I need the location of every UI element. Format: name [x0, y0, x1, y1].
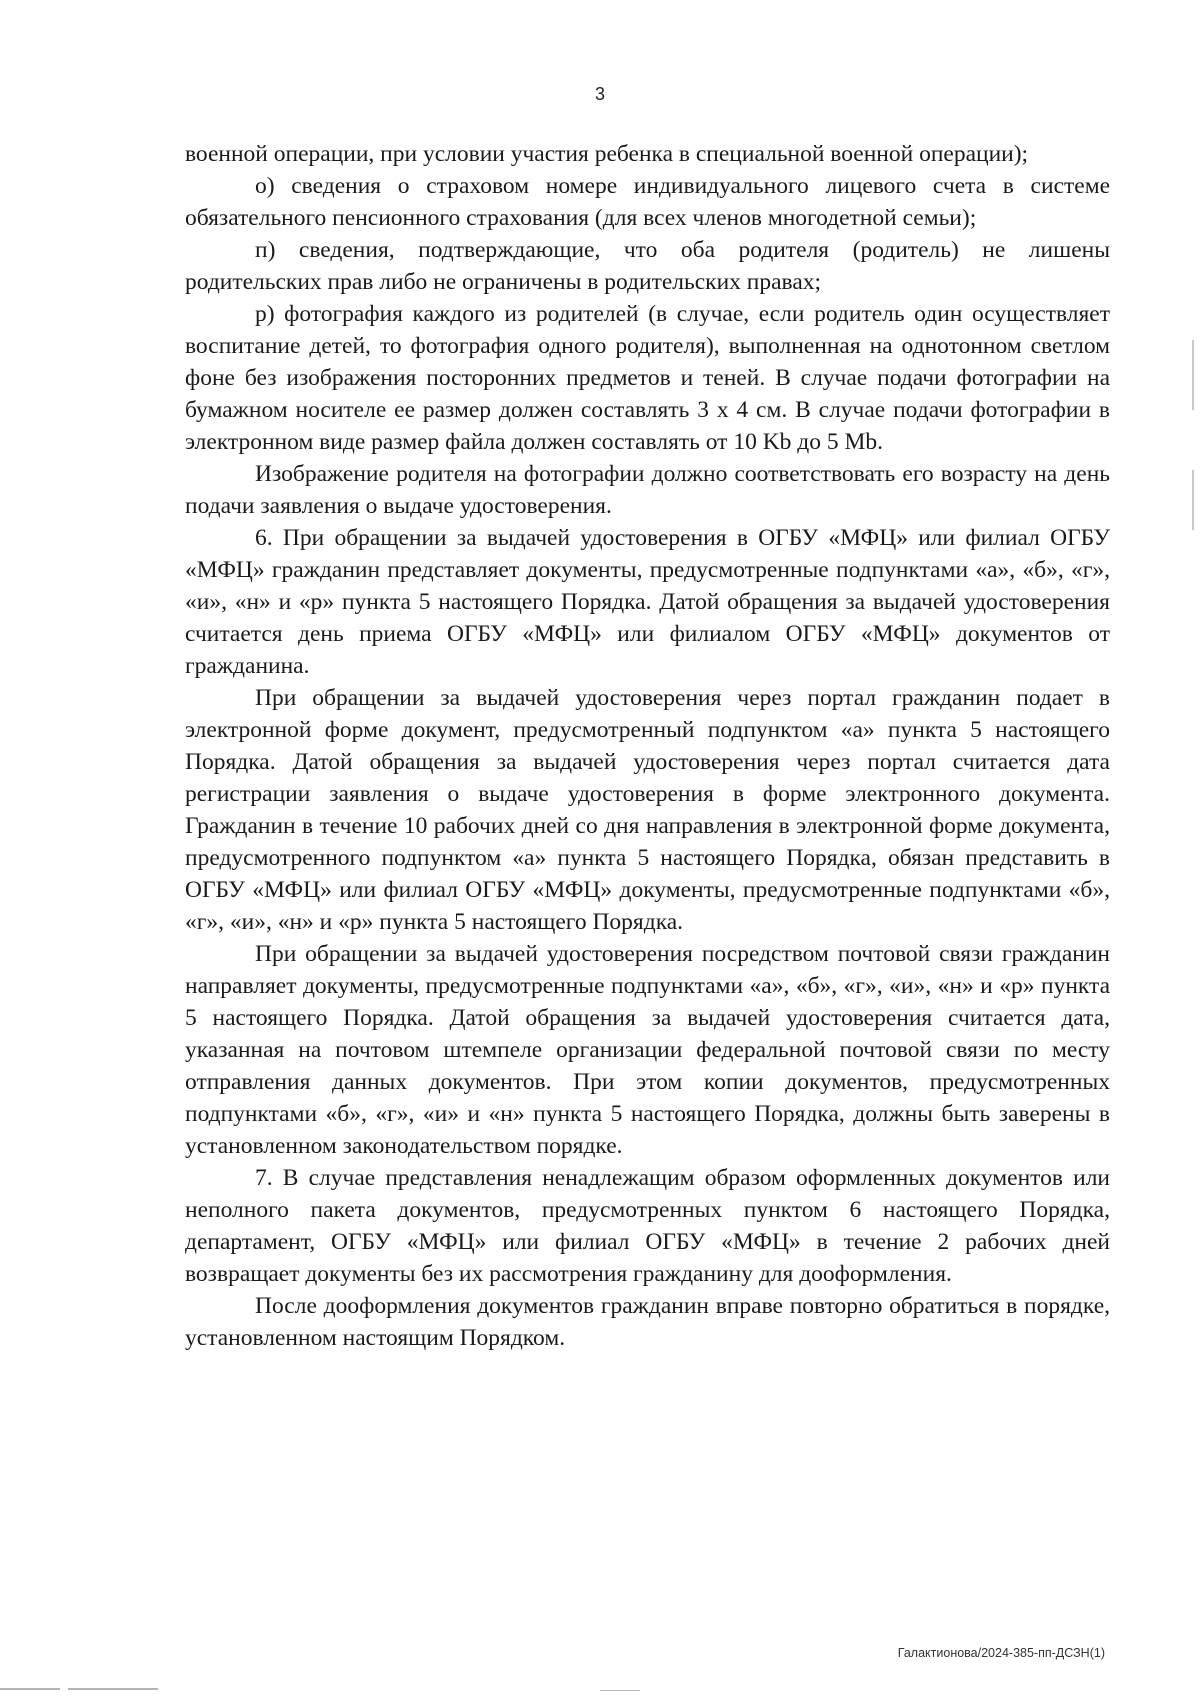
paragraph: военной операции, при условии участия ребенка в специальной военной операции); — [185, 141, 1029, 167]
paragraph: р) фотография каждого из родителей (в случае, если родитель один осуществляет воспитание детей, то фотография одного родителя), выполненная на однотонном светлом фоне без изображения посторонних предметов и теней. В случае подачи фотографии на бумажном носителе ее размер должен составлять 3 х 4 см. В случае подачи фотографии в электронном виде размер файла должен составлять от 10 Kb до 5 Mb. — [185, 301, 1110, 455]
paragraph: 6. При обращении за выдачей удостоверения в ОГБУ «МФЦ» или филиал ОГБУ «МФЦ» гражданин представляет документы, предусмотренные подпунктами «а», «б», «г», «и», «н» и «р» пункта 5 настоящего Порядка. Датой обращения за выдачей удостоверения считается день приема ОГБУ «МФЦ» или филиалом ОГБУ «МФЦ» документов от гражданина. — [185, 525, 1110, 679]
scan-edge-mark — [68, 1688, 158, 1690]
paragraph: При обращении за выдачей удостоверения через портал гражданин подает в электронной форме документ, предусмотренный подпунктом «а» пункта 5 настоящего Порядка. Датой обращения за выдачей удостоверения через портал считается дата регистрации заявления о выдаче удостоверения в форме электронного документа. Гражданин в течение 10 рабочих дней со дня направления в электронной форме документа, предусмотренного подпунктом «а» пункта 5 настоящего Порядка, обязан представить в ОГБУ «МФЦ» или филиал ОГБУ «МФЦ» документы, предусмотренные подпунктами «б», «г», «и», «н» и «р» пункта 5 настоящего Порядка. — [185, 685, 1110, 935]
footer-document-code: Галактионова/2024-385-пп-ДСЗН(1) — [897, 1646, 1105, 1660]
scan-edge-mark — [0, 1688, 60, 1690]
document-body — [185, 138, 1110, 1354]
paragraph: Изображение родителя на фотографии должно соответствовать его возрасту на день подачи заявления о выдаче удостоверения. — [185, 461, 1110, 519]
paragraph: При обращении за выдачей удостоверения посредством почтовой связи гражданин направляет документы, предусмотренные подпунктами «а», «б», «г», «и», «н» и «р» пункта 5 настоящего Порядка. Датой обращения за выдачей удостоверения считается дата, указанная на почтовом штемпеле организации федеральной почтовой связи по месту отправления данных документов. При этом копии документов, предусмотренных подпунктами «б», «г», «и» и «н» пункта 5 настоящего Порядка, должны быть заверены в установленном законодательством порядке. — [185, 941, 1110, 1159]
scan-edge-mark — [1192, 340, 1194, 410]
scan-edge-mark — [1192, 470, 1194, 530]
scan-edge-mark — [600, 1690, 640, 1691]
page-number: 3 — [594, 84, 605, 104]
paragraph: 7. В случае представления ненадлежащим образом оформленных документов или неполного пакета документов, предусмотренных пунктом 6 настоящего Порядка, департамент, ОГБУ «МФЦ» или филиал ОГБУ «МФЦ» в течение 2 рабочих дней возвращает документы без их рассмотрения гражданину для дооформления. — [185, 1165, 1110, 1287]
paragraph: п) сведения, подтверждающие, что оба родителя (родитель) не лишены родительских прав либо не ограничены в родительских правах; — [185, 237, 1110, 295]
paragraph: о) сведения о страховом номере индивидуального лицевого счета в системе обязательного пенсионного страхования (для всех членов многодетной семьи); — [185, 173, 1110, 231]
paragraph: После дооформления документов гражданин вправе повторно обратиться в порядке, установленном настоящим Порядком. — [185, 1293, 1110, 1351]
